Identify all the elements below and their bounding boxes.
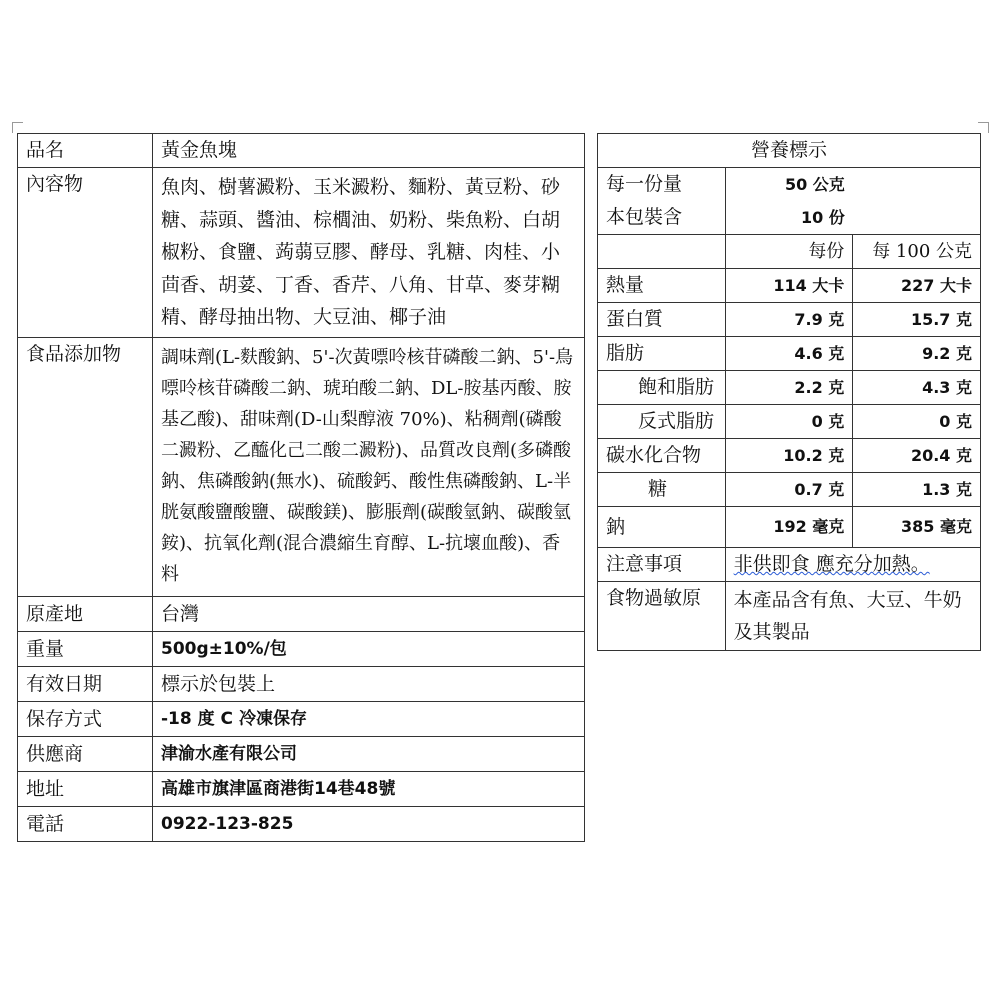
- column-header-per-100g: 每 100 公克: [853, 235, 981, 269]
- servings-per-package-row: [598, 201, 981, 235]
- column-header-blank: [598, 235, 726, 269]
- nutrient-row-energy: [598, 269, 981, 303]
- value-phone: 0922-123-825: [153, 806, 585, 841]
- serving-size-label: 每一份量: [598, 168, 726, 202]
- nutrient-row-saturated-fat: [598, 371, 981, 405]
- nutrient-label: 反式脂肪: [598, 405, 726, 439]
- row-supplier: [18, 736, 585, 771]
- nutrient-per-serving: 7.9 克: [725, 303, 853, 337]
- notice-value: [725, 548, 980, 582]
- nutrient-per-100g: 227 大卡: [853, 269, 981, 303]
- value-name: 黃金魚塊: [153, 134, 585, 168]
- row-ingredients: [18, 168, 585, 338]
- nutrient-label: 熱量: [598, 269, 726, 303]
- allergen-label: 食物過敏原: [598, 582, 726, 651]
- notice-text: 非供即食 應充分加熱。: [733, 553, 930, 575]
- notice-row: [598, 548, 981, 582]
- nutrient-label: 脂肪: [598, 337, 726, 371]
- nutrient-per-serving: 2.2 克: [725, 371, 853, 405]
- serving-size-row: [598, 168, 981, 202]
- nutrient-per-serving: 0.7 克: [725, 473, 853, 507]
- nutrient-label: 蛋白質: [598, 303, 726, 337]
- row-expiry: [18, 666, 585, 701]
- serving-size-spacer: [853, 168, 981, 202]
- allergen-row: [598, 582, 981, 651]
- servings-per-package-value: 10 份: [725, 201, 853, 235]
- nutrient-per-100g: 1.3 克: [853, 473, 981, 507]
- column-header-row: [598, 235, 981, 269]
- nutrient-per-100g: 20.4 克: [853, 439, 981, 473]
- row-storage: [18, 701, 585, 736]
- nutrient-row-sodium: [598, 507, 981, 548]
- label-phone: 電話: [18, 806, 153, 841]
- value-additives: 調味劑(L-麩酸鈉、5'-次黃嘌呤核苷磷酸二鈉、5'-鳥嘌呤核苷磷酸二鈉、琥珀酸二鈉、DL-胺基丙酸、胺基乙酸)、甜味劑(D-山梨醇液 70%)、粘稠劑(磷酸二澱粉、乙醯化己二酸二澱粉)、品質改良劑(多磷酸鈉、焦磷酸鈉(無水)、硫酸鈣、酸性焦磷酸鈉、L-半胱氨酸鹽酸鹽、碳酸鎂)、膨脹劑(碳酸氫鈉、碳酸氫銨)、抗氧化劑(混合濃縮生育醇、L-抗壞血酸)、香料: [153, 337, 585, 596]
- row-phone: [18, 806, 585, 841]
- label-name: 品名: [18, 134, 153, 168]
- nutrient-per-serving: 0 克: [725, 405, 853, 439]
- nutrient-row-trans-fat: [598, 405, 981, 439]
- value-storage: -18 度 C 冷凍保存: [153, 701, 585, 736]
- nutrient-per-100g: 9.2 克: [853, 337, 981, 371]
- value-supplier: 津渝水產有限公司: [153, 736, 585, 771]
- nutrient-per-serving: 114 大卡: [725, 269, 853, 303]
- label-supplier: 供應商: [18, 736, 153, 771]
- allergen-value: 本產品含有魚、大豆、牛奶及其製品: [725, 582, 980, 651]
- nutrient-label: 糖: [598, 473, 726, 507]
- nutrient-per-100g: 0 克: [853, 405, 981, 439]
- nutrient-per-serving: 10.2 克: [725, 439, 853, 473]
- nutrient-per-100g: 4.3 克: [853, 371, 981, 405]
- nutrient-per-100g: 15.7 克: [853, 303, 981, 337]
- row-origin: [18, 596, 585, 631]
- product-info-table: [17, 133, 585, 842]
- page-corner-mark-right: [978, 122, 989, 133]
- label-weight: 重量: [18, 631, 153, 666]
- label-address: 地址: [18, 771, 153, 806]
- row-weight: [18, 631, 585, 666]
- column-header-per-serving: 每份: [725, 235, 853, 269]
- nutrient-per-serving: 4.6 克: [725, 337, 853, 371]
- nutrient-label: 飽和脂肪: [598, 371, 726, 405]
- nutrient-row-sugar: [598, 473, 981, 507]
- label-additives: 食品添加物: [18, 337, 153, 596]
- nutrient-label: 鈉: [598, 507, 726, 548]
- label-ingredients: 內容物: [18, 168, 153, 338]
- value-ingredients: 魚肉、樹薯澱粉、玉米澱粉、麵粉、黃豆粉、砂糖、蒜頭、醬油、棕櫚油、奶粉、柴魚粉、白胡椒粉、食鹽、蒟蒻豆膠、酵母、乳糖、肉桂、小茴香、胡荽、丁香、香芹、八角、甘草、麥芽糊精、酵母抽出物、大豆油、椰子油: [153, 168, 585, 338]
- page-corner-mark-left: [12, 122, 23, 133]
- servings-spacer: [853, 201, 981, 235]
- nutrition-facts-table: [597, 133, 981, 651]
- row-name: [18, 134, 585, 168]
- nutrient-row-protein: [598, 303, 981, 337]
- nutrient-row-fat: [598, 337, 981, 371]
- value-origin: 台灣: [153, 596, 585, 631]
- row-address: [18, 771, 585, 806]
- row-additives: [18, 337, 585, 596]
- nutrient-per-100g: 385 毫克: [853, 507, 981, 548]
- notice-label: 注意事項: [598, 548, 726, 582]
- value-weight: 500g±10%/包: [153, 631, 585, 666]
- nutrition-title-row: [598, 134, 981, 168]
- nutrient-row-carbohydrate: [598, 439, 981, 473]
- value-expiry: 標示於包裝上: [153, 666, 585, 701]
- label-expiry: 有效日期: [18, 666, 153, 701]
- label-origin: 原產地: [18, 596, 153, 631]
- serving-size-value: 50 公克: [784, 175, 845, 194]
- nutrient-label: 碳水化合物: [598, 439, 726, 473]
- value-address: 高雄市旗津區商港街14巷48號: [153, 771, 585, 806]
- servings-per-package-label: 本包裝含: [598, 201, 726, 235]
- label-storage: 保存方式: [18, 701, 153, 736]
- nutrient-per-serving: 192 毫克: [725, 507, 853, 548]
- nutrition-title: 營養標示: [598, 134, 981, 168]
